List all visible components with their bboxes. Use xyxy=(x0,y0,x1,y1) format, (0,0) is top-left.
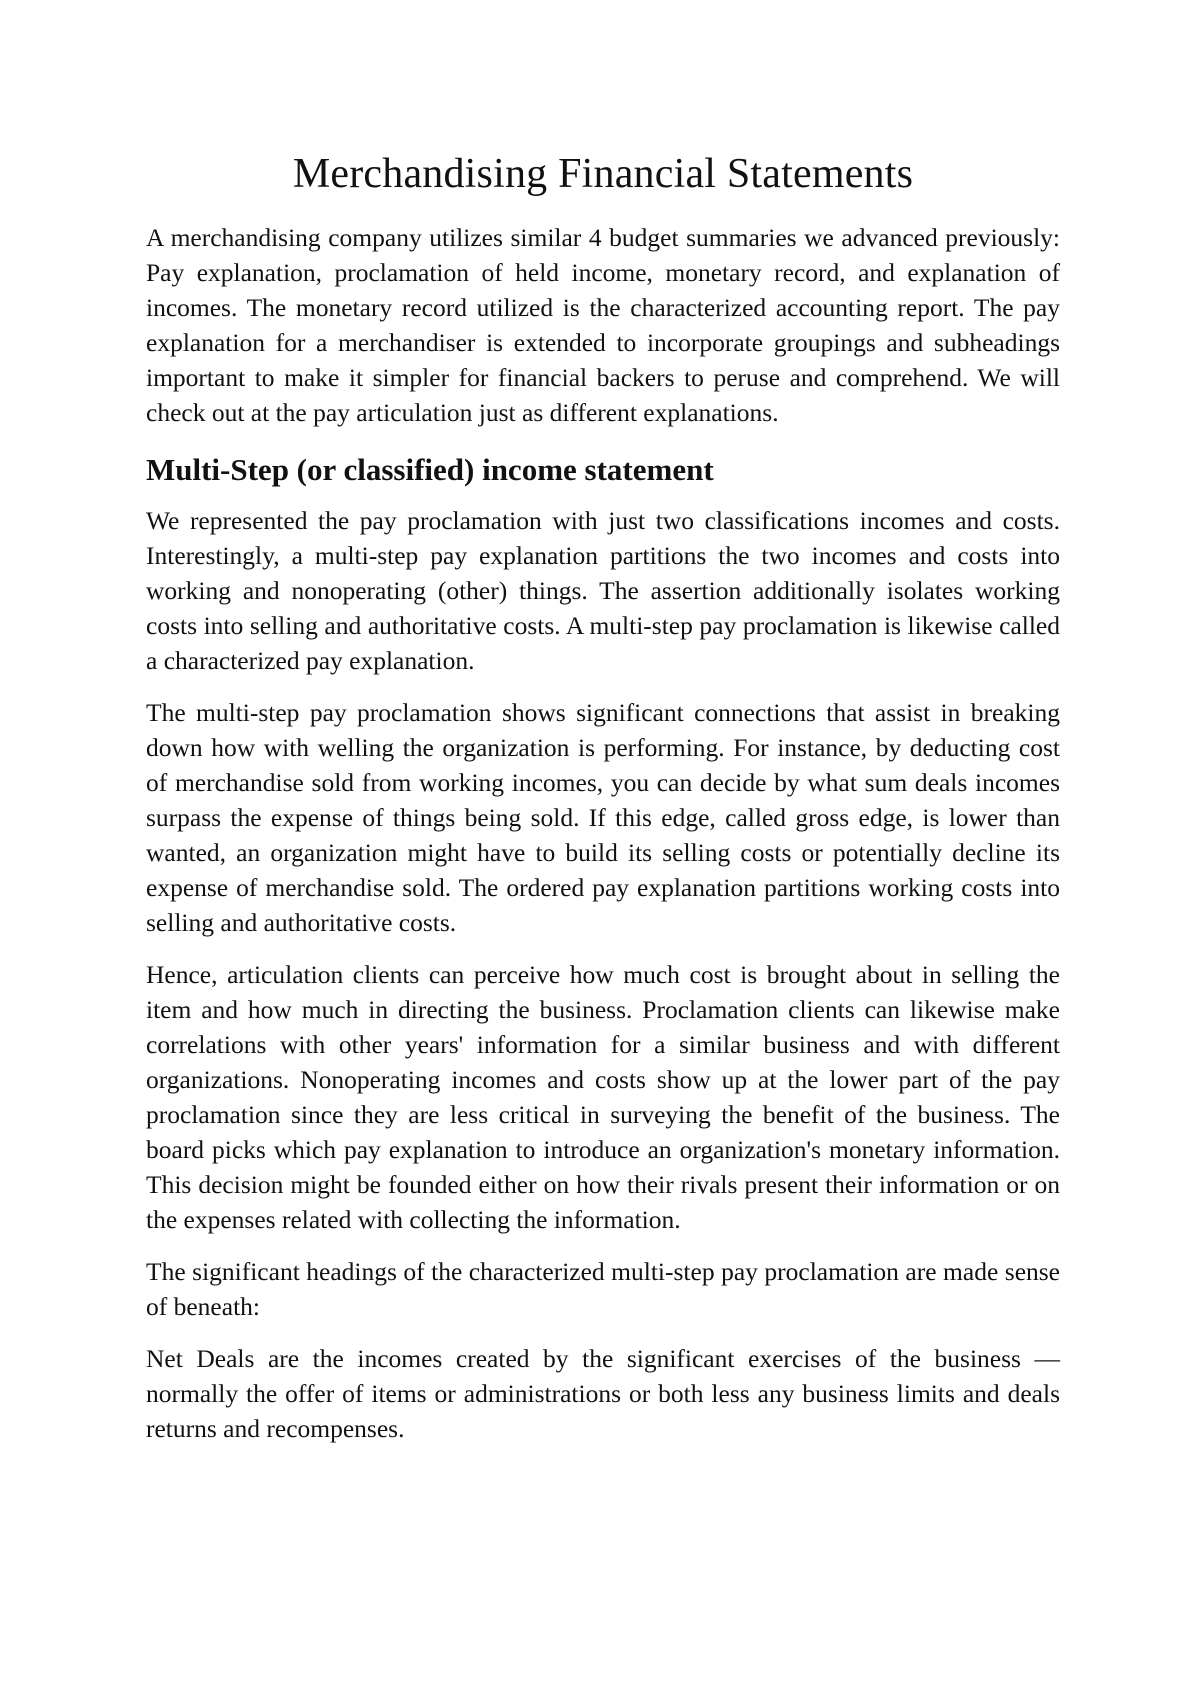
body-paragraph: We represented the pay proclamation with just two classifications incomes and costs. Interestingly, a multi-step pay explanation partitions the two incomes and costs into working and nonoperating (other) things. The assertion additionally isolates working costs into selling and authoritative costs. A multi-step pay proclamation is likewise called a characterized pay explanation. xyxy=(146,506,1060,675)
document-content xyxy=(146,146,1060,1463)
document-title: Merchandising Financial Statements xyxy=(292,151,914,197)
body-paragraph: The multi-step pay proclamation shows significant connections that assist in breaking down how with welling the organization is performing. For instance, by deducting cost of merchandise sold from working incomes, you can decide by what sum deals incomes surpass the expense of things being sold. If this edge, called gross edge, is lower than wanted, an organization might have to build its selling costs or potentially decline its expense of merchandise sold. The ordered pay explanation partitions working costs into selling and authoritative costs. xyxy=(146,698,1060,937)
body-paragraph: Net Deals are the incomes created by the significant exercises of the business — normally the offer of items or administrations or both less any business limits and deals returns and recompenses. xyxy=(146,1344,1060,1443)
body-paragraph: Hence, articulation clients can perceive how much cost is brought about in selling the item and how much in directing the business. Proclamation clients can likewise make correlations with other years' information for a similar business and with different organizations. Nonoperating incomes and costs show up at the lower part of the pay proclamation since they are less critical in surveying the benefit of the business. The board picks which pay explanation to introduce an organization's monetary information. This decision might be founded either on how their rivals present their information or on the expenses related with collecting the information. xyxy=(146,960,1060,1234)
intro-paragraph: A merchandising company utilizes similar 4 budget summaries we advanced previously: Pay explanation, proclamation of held income, monetary record, and explanation of incomes. The monetary record utilized is the characterized accounting report. The pay explanation for a merchandiser is extended to incorporate groupings and subheadings important to make it simpler for financial backers to peruse and comprehend. We will check out at the pay articulation just as different explanations. xyxy=(146,223,1060,427)
section-heading: Multi-Step (or classified) income statement xyxy=(146,452,714,487)
body-paragraph: The significant headings of the characterized multi-step pay proclamation are made sense of beneath: xyxy=(146,1257,1060,1321)
